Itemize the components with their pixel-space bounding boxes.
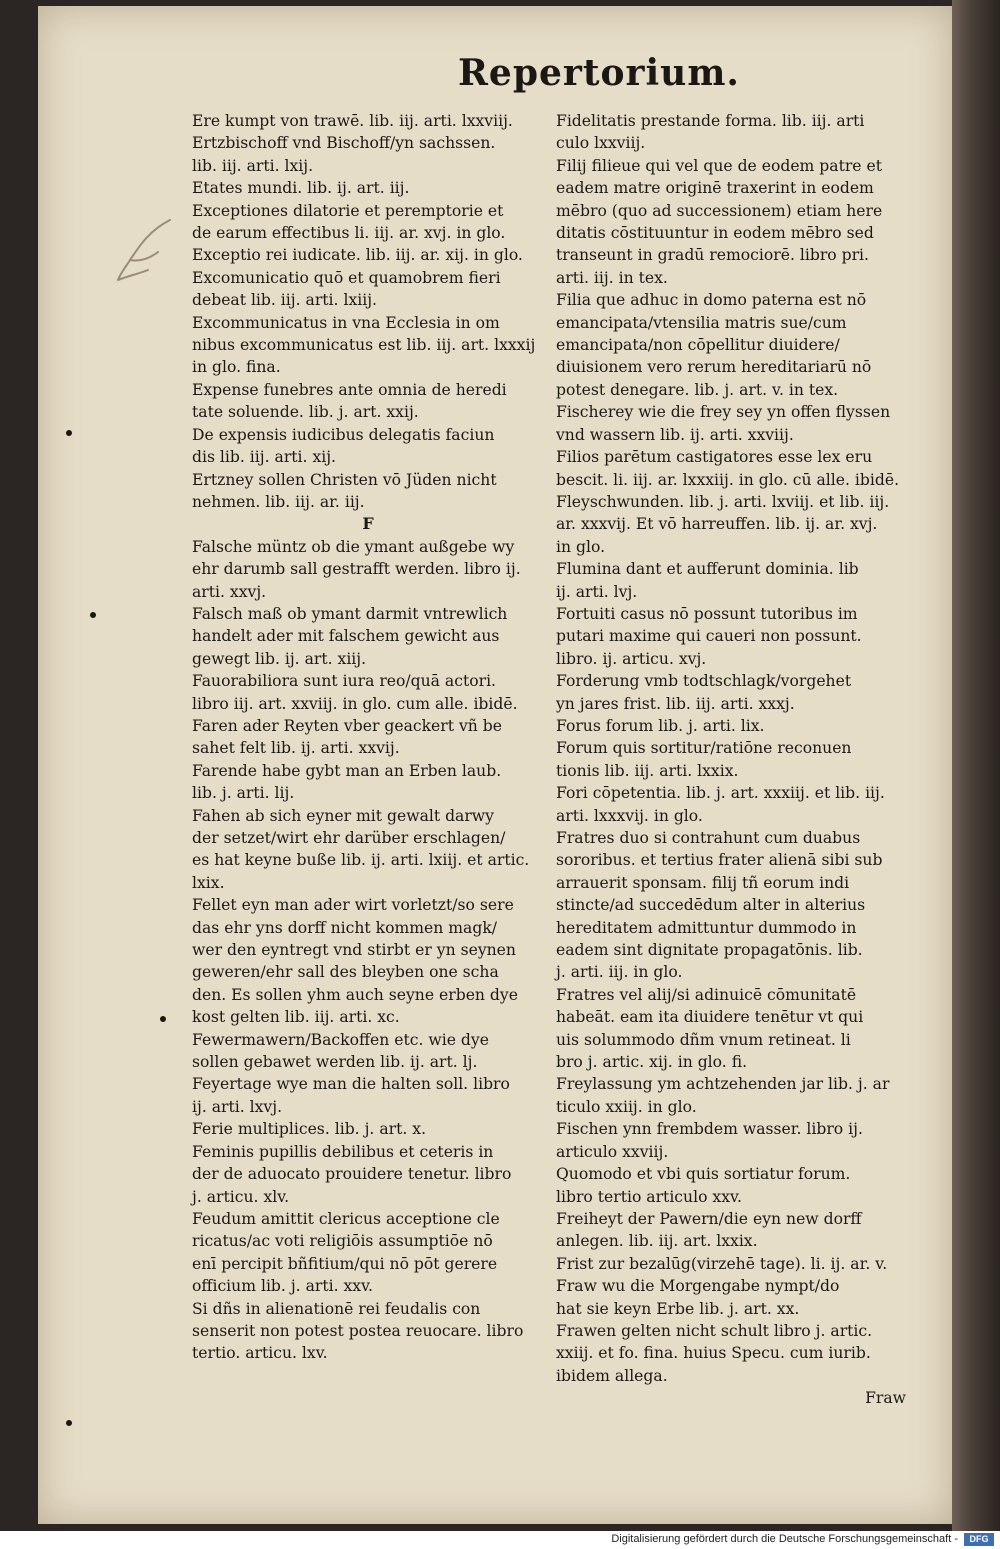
index-line: arti. iij. in tex. <box>556 268 668 287</box>
index-line: sahet felt lib. ij. arti. xxvij. <box>192 739 400 758</box>
book-spine <box>952 0 1000 1535</box>
index-line: yn jares frist. lib. iij. arti. xxxj. <box>556 694 795 713</box>
index-line: Ertzney sollen Christen vō Jüden nicht <box>192 470 497 489</box>
index-line: Fraw wu die Morgengabe nympt/do <box>556 1277 840 1296</box>
index-line: Frawen gelten nicht schult libro j. artic. <box>556 1321 873 1340</box>
index-line: Filios parētum castigatores esse lex eru <box>556 448 873 467</box>
index-line: ij. arti. lvj. <box>556 582 638 601</box>
index-line: articulo xxviij. <box>556 1142 669 1161</box>
index-line: Excommunicatus in vna Ecclesia in om <box>192 313 500 332</box>
index-line: dis lib. iij. arti. xij. <box>192 448 337 467</box>
index-line: arti. lxxxvij. in glo. <box>556 806 703 825</box>
index-line: enī percipit bñfitium/qui nō pōt gerere <box>192 1254 498 1273</box>
index-line: Si dñs in alienationē rei feudalis con <box>192 1299 481 1318</box>
footer-bar <box>0 1531 1000 1549</box>
index-line: Ere kumpt von trawē. lib. iij. arti. lxxviij. <box>192 112 513 130</box>
index-line: hereditatem admittuntur dummodo in <box>556 918 857 937</box>
margin-dot <box>90 612 96 618</box>
index-line: Fauorabiliora sunt iura reo/quā actori. <box>192 672 497 691</box>
index-line: ar. xxxvij. Et vō harreuffen. lib. ij. ar. xvj. <box>556 515 878 534</box>
index-line: den. Es sollen yhm auch seyne erben dye <box>192 985 518 1004</box>
index-line: Forum quis sortitur/ratiōne reconuen <box>556 739 852 758</box>
index-line: mēbro (quo ad successionem) etiam here <box>556 201 883 220</box>
index-line: senserit non potest postea reuocare. libro <box>192 1321 524 1340</box>
index-line: tionis lib. iij. arti. lxxix. <box>556 761 739 780</box>
index-line: F <box>362 514 374 534</box>
index-line: Fratres vel alij/si adinuicē cōmunitatē <box>556 985 857 1004</box>
index-line: ibidem allega. <box>556 1366 668 1385</box>
index-line: sollen gebawet werden lib. ij. art. lj. <box>192 1053 478 1072</box>
index-line: Fortuiti casus nō possunt tutoribus im <box>556 604 858 623</box>
index-line: anlegen. lib. iij. art. lxxix. <box>556 1232 758 1251</box>
index-line: ditatis cōstituuntur in eodem mēbro sed <box>556 224 874 243</box>
index-line: lib. iij. arti. lxij. <box>192 156 314 175</box>
margin-dot <box>66 1420 72 1426</box>
index-line: der setzet/wirt ehr darüber erschlagen/ <box>192 829 506 847</box>
index-line: Feudum amittit clericus acceptione cle <box>192 1209 500 1228</box>
index-line: Freiheyt der Pawern/die eyn new dorff <box>556 1209 862 1228</box>
index-line: in glo. fina. <box>192 358 281 377</box>
index-line: arti. xxvj. <box>192 582 267 601</box>
index-line: ij. arti. lxvj. <box>192 1097 283 1116</box>
index-line: bescit. li. iij. ar. lxxxiij. in glo. cū alle. ibidē. <box>556 470 900 489</box>
margin-dot <box>160 1016 166 1022</box>
index-line: Feminis pupillis debilibus et ceteris in <box>192 1142 494 1161</box>
index-line: Etates mundi. lib. ij. art. iij. <box>192 179 410 198</box>
index-line: in glo. <box>556 537 606 556</box>
index-line: gewegt lib. ij. art. xiij. <box>192 649 367 668</box>
index-line: der de aduocato prouidere tenetur. libro <box>192 1165 512 1184</box>
index-line: Freylassung ym achtzehenden jar lib. j. ar <box>556 1075 890 1094</box>
index-line: wer den eyntregt vnd stirbt er yn seynen <box>192 941 516 960</box>
footer-credit: Digitalisierung gefördert durch die Deutsche Forschungsgemeinschaft - <box>611 1533 958 1545</box>
index-line: kost gelten lib. iij. arti. xc. <box>192 1008 400 1027</box>
index-line: Forderung vmb todtschlagk/vorgehet <box>556 672 852 691</box>
index-line: Falsche müntz ob die ymant außgebe wy <box>192 537 515 556</box>
margin-dot <box>66 430 72 436</box>
index-line: arrauerit sponsam. filij tñ eorum indi <box>556 873 850 892</box>
index-line: putari maxime qui caueri non possunt. <box>556 627 862 646</box>
index-line: habeāt. eam ita diuidere tenētur vt qui <box>556 1008 864 1027</box>
running-title: Repertorium. <box>458 52 740 94</box>
index-line: ricatus/ac voti religiōis assumptiōe nō <box>192 1232 493 1251</box>
index-line: Fellet eyn man ader wirt vorletzt/so sere <box>192 896 514 915</box>
index-line: Fewermawern/Backoffen etc. wie dye <box>192 1030 489 1049</box>
index-line: Fleyschwunden. lib. j. arti. lxviij. et lib. iij. <box>556 492 890 511</box>
index-line: vnd wassern lib. ij. arti. xxviij. <box>556 425 794 444</box>
index-line: Expense funebres ante omnia de heredi <box>192 380 507 399</box>
index-line: potest denegare. lib. j. art. v. in tex. <box>556 380 839 399</box>
index-line: nibus excommunicatus est lib. iij. art. lxxxij <box>192 336 536 355</box>
index-line: de earum effectibus li. iij. ar. xvj. in glo. <box>192 224 506 243</box>
index-line: Fraw <box>865 1389 906 1408</box>
index-line: Falsch maß ob ymant darmit vntrewlich <box>192 604 508 623</box>
index-line: Excomunicatio quō et quamobrem fieri <box>192 268 501 287</box>
index-line: sororibus. et tertius frater alienā sibi sub <box>556 851 883 870</box>
index-line: tate soluende. lib. j. art. xxij. <box>192 403 419 422</box>
index-line: Farende habe gybt man an Erben laub. <box>192 761 502 780</box>
index-line: Filij filieue qui vel que de eodem patre et <box>556 156 882 175</box>
index-line: culo lxxviij. <box>556 134 646 153</box>
index-line: emancipata/vtensilia matris sue/cum <box>556 313 847 332</box>
index-line: xxiij. et fo. fina. huius Specu. cum iurib. <box>556 1344 871 1363</box>
index-line: das ehr yns dorff nicht kommen magk/ <box>192 918 498 937</box>
marginal-pen-mark <box>100 210 190 290</box>
index-line: Fahen ab sich eyner mit gewalt darwy <box>192 806 494 825</box>
dfg-logo: DFG <box>964 1533 994 1546</box>
index-line: tertio. articu. lxv. <box>192 1344 328 1363</box>
right-column <box>556 110 906 1410</box>
index-line: Fratres duo si contrahunt cum duabus <box>556 829 861 847</box>
index-line: libro iij. art. xxviij. in glo. cum alle. ibidē. <box>192 694 518 713</box>
index-line: stincte/ad succedēdum alter in alterius <box>556 896 866 915</box>
left-column <box>192 110 544 1365</box>
index-line: handelt ader mit falschem gewicht aus <box>192 627 500 646</box>
index-line: geweren/ehr sall des bleyben one scha <box>192 963 499 982</box>
index-line: lxix. <box>192 873 225 892</box>
index-line: hat sie keyn Erbe lib. j. art. xx. <box>556 1299 800 1318</box>
index-line: Faren ader Reyten vber geackert vñ be <box>192 716 502 735</box>
index-line: Fischerey wie die frey sey yn offen flyssen <box>556 403 891 422</box>
index-line: Fori cōpetentia. lib. j. art. xxxiij. et lib. iij. <box>556 784 885 803</box>
index-line: j. arti. iij. in glo. <box>556 963 683 982</box>
index-line: Exceptiones dilatorie et peremptorie et <box>192 201 504 220</box>
index-line: eadem matre originē traxerint in eodem <box>556 179 874 198</box>
index-line: j. articu. xlv. <box>192 1187 290 1206</box>
index-line: Filia que adhuc in domo paterna est nō <box>556 291 867 310</box>
index-line: Forus forum lib. j. arti. lix. <box>556 716 765 735</box>
index-line: Exceptio rei iudicate. lib. iij. ar. xij. in glo. <box>192 246 523 265</box>
index-line: Quomodo et vbi quis sortiatur forum. <box>556 1165 851 1184</box>
index-line: diuisionem vero rerum hereditariarū nō <box>556 358 872 377</box>
index-line: emancipata/non cōpellitur diuidere/ <box>556 336 840 355</box>
index-line: es hat keyne buße lib. ij. arti. lxiij. et artic. <box>192 851 530 870</box>
index-line: libro tertio articulo xxv. <box>556 1187 742 1206</box>
index-line: lib. j. arti. lij. <box>192 784 295 803</box>
index-line: Ertzbischoff vnd Bischoff/yn sachssen. <box>192 134 496 153</box>
index-line: Feyertage wye man die halten soll. libro <box>192 1075 510 1094</box>
index-line: ticulo xxiij. in glo. <box>556 1097 697 1116</box>
index-line: bro j. artic. xij. in glo. fi. <box>556 1053 748 1072</box>
index-line: nehmen. lib. iij. ar. iij. <box>192 492 365 511</box>
index-line: debeat lib. iij. arti. lxiij. <box>192 291 378 310</box>
index-line: Fidelitatis prestande forma. lib. iij. arti <box>556 112 865 130</box>
index-line: Ferie multiplices. lib. j. art. x. <box>192 1120 427 1139</box>
index-line: ehr darumb sall gestrafft werden. libro ij. <box>192 560 521 579</box>
index-line: De expensis iudicibus delegatis faciun <box>192 425 495 444</box>
index-line: Fischen ynn frembdem wasser. libro ij. <box>556 1120 863 1139</box>
index-line: eadem sint dignitate propagatōnis. lib. <box>556 941 863 960</box>
index-line: libro. ij. articu. xvj. <box>556 649 707 668</box>
index-line: Frist zur bezalūg(virzehē tage). li. ij. ar. v. <box>556 1254 888 1273</box>
index-line: transeunt in gradū remociorē. libro pri. <box>556 246 870 265</box>
index-line: officium lib. j. arti. xxv. <box>192 1277 374 1296</box>
index-line: Flumina dant et aufferunt dominia. lib <box>556 560 859 579</box>
index-line: uis solummodo dñm vnum retineat. li <box>556 1030 851 1049</box>
